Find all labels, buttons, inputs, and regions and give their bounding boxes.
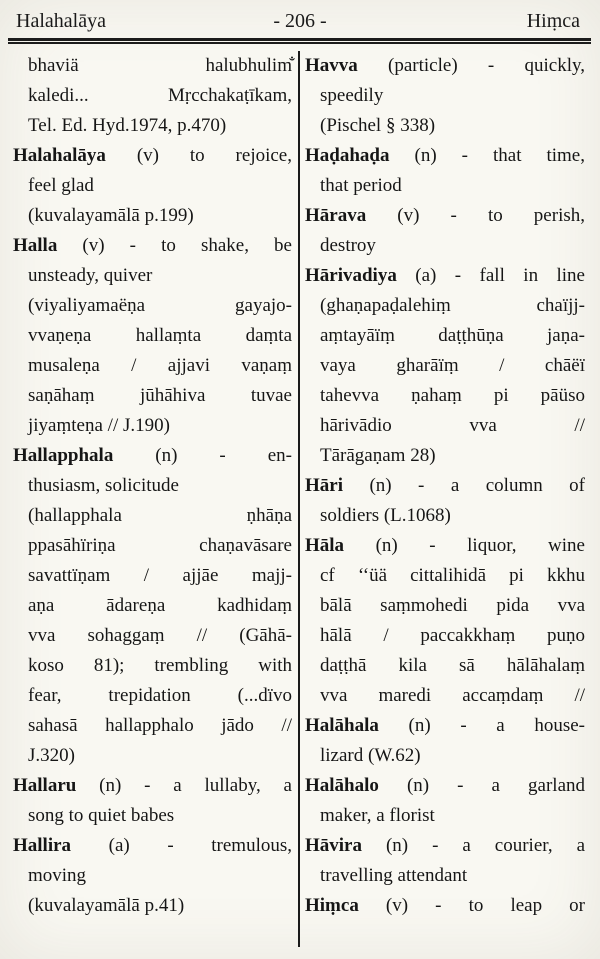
entry-headline: Halāhala (n) - a house- xyxy=(305,715,585,736)
entry-line: ppasāhïriṇa chaṇavāsare xyxy=(28,535,292,556)
entry-line: (kuvalayamālā p.41) xyxy=(28,895,185,916)
entry-line: travelling attendant xyxy=(320,865,468,886)
column-divider xyxy=(298,51,300,947)
dictionary-entry xyxy=(305,471,585,531)
headword: Hallira xyxy=(13,835,72,856)
entry-headline: Hāla (n) - liquor, wine xyxy=(305,535,585,556)
entry-line: tahevva ṇahaṃ pi pāüso xyxy=(320,385,585,406)
dictionary-entry xyxy=(305,141,585,201)
entry-line: lizard (W.62) xyxy=(320,745,421,766)
dictionary-entry xyxy=(13,441,292,771)
dictionary-entry xyxy=(305,711,585,771)
headword: Hallapphala xyxy=(13,445,114,466)
entry-line: savattïṇam / ajjāe majj- xyxy=(28,565,292,586)
headword: Halāhalo xyxy=(305,775,379,796)
entry-line: (viyaliyamaëṇa gayajo- xyxy=(28,295,292,316)
dictionary-entry xyxy=(305,771,585,831)
headword: Hiṃca xyxy=(305,895,359,916)
headword: Hāla xyxy=(305,535,345,556)
dictionary-entry xyxy=(305,201,585,261)
entry-line: fear, trepidation (...dïvo xyxy=(28,685,292,706)
entry-line: hālā / paccakkhaṃ puṇo xyxy=(320,625,585,646)
entry-line: maker, a florist xyxy=(320,805,435,826)
entry-headline: Hārivadiya (a) - fall in line xyxy=(305,265,585,286)
entry-headline: Hāvira (n) - a courier, a xyxy=(305,835,585,856)
entry-line: (ghaṇapaḍalehiṃ chaïjj- xyxy=(320,295,585,316)
headword: Halla xyxy=(13,235,58,256)
entry-line: song to quiet babes xyxy=(28,805,175,826)
entry-headline: Haḍahaḍa (n) - that time, xyxy=(305,145,585,166)
entry-line: (Pischel § 338) xyxy=(320,115,436,136)
entry-line: (kuvalayamālā p.199) xyxy=(28,205,194,226)
entry-headline: Hāri (n) - a column of xyxy=(305,475,585,496)
headword: Hārivadiya xyxy=(305,265,397,286)
headword: Hārava xyxy=(305,205,367,226)
dictionary-entry xyxy=(305,261,585,471)
entry-headline: Halahalāya (v) to rejoice, xyxy=(13,145,292,166)
entry-line: sahasā hallapphalo jādo // xyxy=(28,715,292,736)
headword: Haḍahaḍa xyxy=(305,145,390,166)
entry-headline: Halāhalo (n) - a garland xyxy=(305,775,585,796)
headword: Havva xyxy=(305,55,358,76)
entry-line: unsteady, quiver xyxy=(28,265,153,286)
dictionary-entry xyxy=(13,771,292,831)
entry-headline: Hārava (v) - to perish, xyxy=(305,205,585,226)
entry-line: jiyaṃteṇa // J.190) xyxy=(28,415,170,436)
entry-line: Tel. Ed. Hyd.1974, p.470) xyxy=(28,115,227,136)
dictionary-entry xyxy=(305,51,585,141)
entry-line: kaledi... Mṛcchakaṭīkam, xyxy=(28,85,292,106)
entry-line: bālā saṃmohedi pida vva xyxy=(320,595,585,616)
guide-word-left: Halahalāya xyxy=(16,10,106,32)
entry-line: vva sohaggaṃ // (Gāhā- xyxy=(28,625,292,646)
entry-line: bhaviä halubhulim̐ xyxy=(28,55,292,76)
headword: Hāvira xyxy=(305,835,362,856)
entry-line: hārivādio vva // xyxy=(320,415,585,436)
guide-word-right: Hiṃca xyxy=(526,10,580,32)
dictionary-entry xyxy=(305,531,585,711)
dictionary-entry xyxy=(13,231,292,441)
entry-line: vva maredi accaṃdaṃ // xyxy=(320,685,585,706)
headword: Hāri xyxy=(305,475,343,496)
entry-headline: Hallapphala (n) - en- xyxy=(13,445,292,466)
entry-line: koso 81); trembling with xyxy=(28,655,292,676)
entry-line: cf ‘‘üä cittalihidā pi kkhu xyxy=(320,565,585,586)
entry-line: thusiasm, solicitude xyxy=(28,475,179,496)
entry-line: aṃtayāïṃ daṭṭhūṇa jaṇa- xyxy=(320,325,585,346)
entry-line: aṇa ādareṇa kadhidaṃ xyxy=(28,595,292,616)
entry-line: feel glad xyxy=(28,175,94,196)
dictionary-entry xyxy=(13,51,292,141)
entry-line: speedily xyxy=(320,85,384,106)
page-number: - 206 - xyxy=(273,10,327,32)
dictionary-entry xyxy=(305,831,585,891)
headword: Halahalāya xyxy=(13,145,106,166)
left-column xyxy=(13,51,292,947)
right-column xyxy=(305,51,585,947)
dictionary-entry xyxy=(13,141,292,231)
page-header xyxy=(0,0,600,34)
entry-line: moving xyxy=(28,865,87,886)
headword: Hallaru xyxy=(13,775,77,796)
entry-line: saṇāhaṃ jūhāhiva tuvae xyxy=(28,385,292,406)
page-body xyxy=(0,44,600,947)
headword: Halāhala xyxy=(305,715,379,736)
entry-headline: Hiṃca (v) - to leap or xyxy=(305,895,585,916)
dictionary-entry xyxy=(13,831,292,921)
entry-headline: Havva (particle) - quickly, xyxy=(305,55,585,76)
entry-headline: Halla (v) - to shake, be xyxy=(13,235,292,256)
entry-line: musaleṇa / ajjavi vaṇaṃ xyxy=(28,355,292,376)
entry-line: daṭṭhā kila sā hālāhalaṃ xyxy=(320,655,585,676)
entry-line: vaya gharāïṃ / chāëï xyxy=(320,355,585,376)
entry-line: destroy xyxy=(320,235,376,256)
entry-line: Tārāgaṇam 28) xyxy=(320,445,436,466)
entry-line: vvaṇeṇa hallaṃta daṃta xyxy=(28,325,292,346)
entry-headline: Hallira (a) - tremulous, xyxy=(13,835,292,856)
dictionary-entry xyxy=(305,891,585,921)
entry-line: that period xyxy=(320,175,402,196)
entry-line: J.320) xyxy=(28,745,75,766)
entry-line: soldiers (L.1068) xyxy=(320,505,451,526)
entry-headline: Hallaru (n) - a lullaby, a xyxy=(13,775,292,796)
entry-line: (hallapphala ṇhāṇa xyxy=(28,505,292,526)
